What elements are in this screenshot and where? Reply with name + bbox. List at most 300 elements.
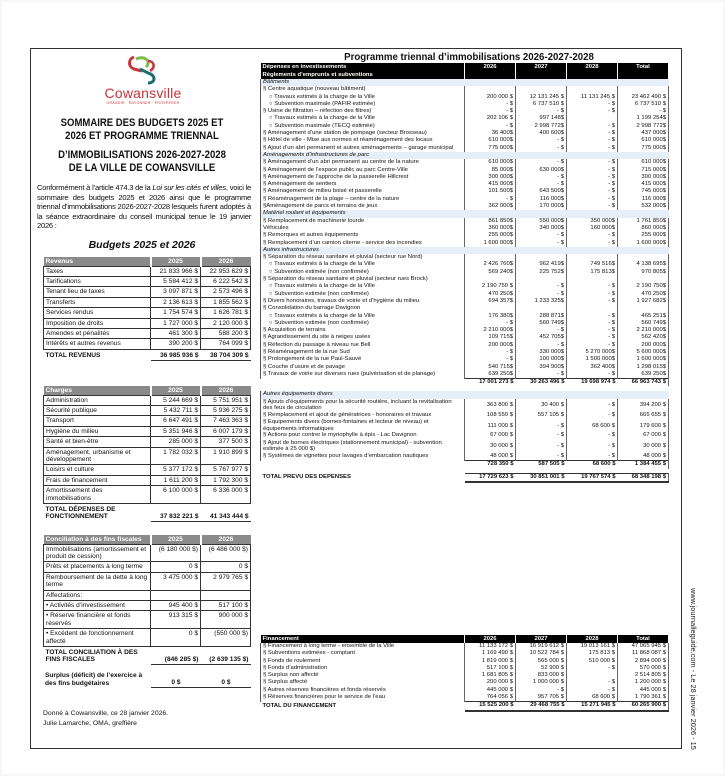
financement-total: 570 000 $ [618, 665, 669, 672]
investment-row [261, 283, 669, 290]
investment-label: § Séparation du réseau sanitaire et pluvial (secteur rue Nord) [261, 254, 465, 261]
investment-label: Véhicules [261, 225, 465, 232]
financement-row [261, 650, 669, 657]
charges-row-2026: 1 910 899 $ [201, 447, 251, 465]
main-title-2 [42, 149, 242, 175]
financement-2028: - $ [567, 679, 618, 686]
conciliation-row-2026: 0 $ [201, 562, 251, 572]
conciliation-row-label: Prêts et placements à long terme [44, 562, 151, 572]
investment-2027: 962 419$ [516, 261, 567, 268]
inv-header-total: Total [618, 63, 669, 71]
investment-row [261, 145, 669, 152]
charges-body [44, 395, 251, 503]
investment-2028: - $ [567, 371, 618, 379]
investment-2026: 540 715$ [465, 364, 516, 371]
investment-total: 1 600 000$ [618, 240, 669, 247]
investment-2028: 175 813$ [567, 269, 618, 276]
investment-total: 470 250$ [618, 291, 669, 298]
financement-2027: 833 000 $ [516, 672, 567, 679]
investment-row [261, 313, 669, 320]
category-row [261, 210, 669, 217]
financement-label: § Financement à long terme - ensemble de la Ville [261, 643, 465, 650]
inv-header-label: Dépenses en investissements [261, 63, 465, 71]
revenus-row-2025: 390 200 $ [151, 339, 201, 349]
charges-row-2026: 5 767 977 $ [201, 465, 251, 475]
conciliation-row-label: Remboursement de la dette à long terme [44, 572, 151, 590]
investment-row [261, 276, 669, 283]
conciliation-row [44, 600, 251, 610]
conciliation-body [44, 544, 251, 646]
investment-2028: - $ [567, 101, 618, 108]
investment-label: § Remorques et autres équipements [261, 232, 465, 239]
intro-part-2: , voici le sommaire des budgets 2025 et 2026 ainsi que le programme triennal d’immobilisations 2026-2027-2028 lesquels furent adoptés à la séance extraordinaire du conseil municipal tenue le 19 janvier 2026 : [37, 183, 252, 231]
revenus-row-2026: 2 573 496 $ [201, 287, 251, 297]
conciliation-row [44, 572, 251, 590]
investment-2027: - $ [516, 419, 567, 432]
inv-subheader-label: Règlements d’emprunts et subventions [261, 71, 465, 79]
charges-header-2025: 2025 [151, 386, 201, 395]
financement-row [261, 658, 669, 665]
charges-row-2026: 5 936 275 $ [201, 405, 251, 415]
investment-label: § Réfection du passage à niveau rue Bell [261, 342, 465, 349]
investment-total: 532 000$ [618, 203, 669, 210]
investment-2026: - $ [465, 349, 516, 356]
logo-emblem-icon [126, 55, 160, 85]
investment-label: § Usine de filtration – réfection des filtres) [261, 108, 465, 115]
investment-2028: - $ [567, 320, 618, 327]
investment-2026: 176 380$ [465, 313, 516, 320]
investment-2027: 997 148$ [516, 115, 567, 122]
investment-2026: 200 000 $ [465, 94, 516, 101]
subtotal-2028: 19 698 974 $ [567, 379, 618, 387]
revenus-row-2025: 2 136 613 $ [151, 297, 201, 307]
financement-label: § Surplus non affecté [261, 672, 465, 679]
investment-total: 30 000 $ [618, 440, 669, 453]
investment-row [261, 174, 669, 181]
conciliation-row [44, 611, 251, 629]
total-financement-row [261, 702, 669, 711]
financement-total: 2 894 000 $ [618, 658, 669, 665]
title-line-2: 2026 ET PROGRAMME TRIENNAL [65, 130, 219, 142]
investment-total: 1 199 254$ [618, 115, 669, 122]
investment-2028: 749 516$ [567, 261, 618, 268]
investment-2028: - $ [567, 181, 618, 188]
revenus-header-label: Revenus [44, 257, 151, 266]
investment-2026: 694 357$ [465, 298, 516, 305]
revenus-row-2025: 1 727 000 $ [151, 318, 201, 328]
inv-subheader-blank [516, 71, 567, 79]
intro-law-name: Loi sur les cités et villes [152, 183, 226, 192]
revenus-row-2025: 1 754 574 $ [151, 308, 201, 318]
investment-label: § Remplacement d’un camion citerne - service des incendies [261, 240, 465, 247]
investment-2028 [567, 254, 618, 261]
category-label: Autres infrastructures [261, 247, 669, 254]
revenus-row [44, 297, 251, 307]
investment-2027: 330 000$ [516, 349, 567, 356]
investment-label: § Prolongement de la rue Paul-Sauvé [261, 356, 465, 363]
conciliation-row-label: Immobilisations (amortissement et produit de cession) [44, 544, 151, 562]
investment-2026: - $ [465, 356, 516, 363]
financement-total: 11 868 087 $ [618, 650, 669, 657]
investment-2027: - $ [516, 283, 567, 290]
investment-2026: 48 000 $ [465, 453, 516, 461]
charges-row-label: Amortissement des immobilisations [44, 486, 151, 504]
conciliation-total-2025: (846 285 $) [151, 646, 201, 664]
revenus-row [44, 287, 251, 297]
investment-total: 560 749$ [618, 320, 669, 327]
investment-2028: - $ [567, 232, 618, 239]
investment-row [261, 218, 669, 225]
investment-2026: 2 190 750 $ [465, 283, 516, 290]
surplus-row [43, 672, 251, 687]
conciliation-row-label: • Réserve financière et fonds réservés [44, 611, 151, 629]
investment-2026: 255 000$ [465, 232, 516, 239]
subtotal-blank [261, 461, 465, 469]
charges-row [44, 395, 251, 405]
total-depenses-row [261, 474, 669, 483]
investment-row [261, 123, 669, 130]
total-financement-2026: 15 525 200 $ [465, 702, 516, 711]
investment-total: 1 927 682$ [618, 298, 669, 305]
investment-total: 48 000 $ [618, 453, 669, 461]
investment-row [261, 94, 669, 101]
conciliation-row-2026: 2 979 765 $ [201, 572, 251, 590]
investment-2026: - $ [465, 320, 516, 327]
investment-row [261, 440, 669, 453]
investment-2026: 360 000$ [465, 225, 516, 232]
investment-label: ○ Subvention maximale (TECQ estimée) [261, 123, 465, 130]
investment-2027: - $ [516, 137, 567, 144]
revenus-row-label: Taxes [44, 266, 151, 276]
investment-2028: 5 270 000$ [567, 349, 618, 356]
investment-total: 255 000$ [618, 232, 669, 239]
investment-label: ○ Subvention estimée (non confirmée) [261, 320, 465, 327]
category-row [261, 391, 669, 398]
charges-row-2025: 6 100 000 $ [151, 486, 201, 504]
investment-2028: - $ [567, 334, 618, 341]
financement-label: § Réserves financières pour le service de l’eau [261, 694, 465, 702]
investment-total [618, 254, 669, 261]
financement-2027: 565 000 $ [516, 658, 567, 665]
investment-2028: 362 400$ [567, 364, 618, 371]
investment-row [261, 291, 669, 298]
investment-2028 [567, 86, 618, 93]
investment-row [261, 305, 669, 312]
conciliation-total-2026: (2 639 135 $) [201, 646, 251, 664]
revenus-row [44, 318, 251, 328]
subtotal-2027: 30 263 496 $ [516, 379, 567, 387]
investment-2027: 643 500$ [516, 188, 567, 195]
investment-row [261, 108, 669, 115]
charges-total-2025: 37 832 221 $ [151, 503, 201, 521]
charges-row-2025: 6 647 491 $ [151, 416, 201, 426]
investment-2026 [465, 305, 516, 312]
investment-2027: - $ [516, 174, 567, 181]
revenus-header [44, 257, 251, 266]
title-line-4: DE LA VILLE DE COWANSVILLE [68, 162, 216, 174]
investment-row [261, 196, 669, 203]
subtotal-2026: 728 350 $ [465, 461, 516, 469]
conciliation-row-label: Affectations: [44, 590, 151, 600]
investment-2026: 569 240$ [465, 269, 516, 276]
investment-label: § Divers honoraires, travaux de voirie et d’hygiène du milieu [261, 298, 465, 305]
investment-2026: 2 426 760$ [465, 261, 516, 268]
financement-2026: 200 000 $ [465, 679, 516, 686]
financement-2028: 19 013 161 $ [567, 643, 618, 650]
investment-2028: - $ [567, 137, 618, 144]
conciliation-row-2025: 913 315 $ [151, 611, 201, 629]
subtotal-2026: 17 001 273 $ [465, 379, 516, 387]
investment-label: § Aménagement d’un abri permanent au centre de la nature [261, 159, 465, 166]
revenus-row-2026: 22 953 629 $ [201, 266, 251, 276]
inv-header-2027: 2027 [516, 63, 567, 71]
conciliation-header-2026: 2026 [201, 535, 251, 544]
investment-row [261, 342, 669, 349]
notice-frame [30, 48, 682, 749]
investment-2026: 362 000$ [465, 203, 516, 210]
investment-label: ○ Subvention estimée (non confirmée) [261, 269, 465, 276]
investment-2026: - $ [465, 123, 516, 130]
investment-row [261, 137, 669, 144]
intro-paragraph [37, 183, 251, 231]
conciliation-row-2026 [201, 590, 251, 600]
total-depenses-2027: 30 851 001 $ [516, 474, 567, 483]
revenus-row-label: Services rendus [44, 308, 151, 318]
investment-total: 415 000$ [618, 181, 669, 188]
conciliation-total-label: TOTAL CONCILIATION À DES FINS FISCALES [45, 648, 138, 664]
conciliation-header-2025: 2025 [151, 535, 201, 544]
charges-row-2025: 1 611 200 $ [151, 475, 201, 485]
investissements-header [261, 63, 669, 71]
revenus-row [44, 339, 251, 349]
programme-title: Programme triennal d’immobilisations 2026-2027-2028 [344, 51, 594, 63]
investment-total: 4 138 695$ [618, 261, 669, 268]
investment-label: § Ajout de bornes électriques (stationnement municipal) - subvention estimée à 25 000 $) [261, 440, 465, 453]
category-row [261, 247, 669, 254]
investment-2027: - $ [516, 432, 567, 439]
investment-label: § Séparation du réseau sanitaire et pluvial (secteur rues Brock) [261, 276, 465, 283]
total-financement-2027: 29 468 755 $ [516, 702, 567, 711]
fin-header-2028: 2028 [567, 635, 618, 643]
investment-total: 665 655 $ [618, 412, 669, 419]
investment-2027 [516, 276, 567, 283]
financement-2027: 957 705 $ [516, 694, 567, 702]
investment-2026: 30 000 $ [465, 440, 516, 453]
investment-label: § Acquisition de terrains [261, 327, 465, 334]
investment-label: § Ajouts d’équipements pour la sécurité routière, incluant la revitalisation des feux de circulation [261, 399, 465, 412]
charges-row [44, 475, 251, 485]
charges-row [44, 405, 251, 415]
charges-row [44, 447, 251, 465]
revenus-total-2026: 38 704 309 $ [201, 349, 251, 360]
financement-total: 1 200 000 $ [618, 679, 669, 686]
investment-label: § Hôtel de ville - Mise aux normes et réaménagement des locaux [261, 137, 465, 144]
investment-total: 562 420$ [618, 334, 669, 341]
investment-2027: 288 871$ [516, 313, 567, 320]
investment-2028: - $ [567, 453, 618, 461]
investment-2026 [465, 254, 516, 261]
charges-row-2025: 285 000 $ [151, 437, 201, 447]
conciliation-total-row [44, 646, 251, 664]
investment-row [261, 101, 669, 108]
investment-label: § Équipements divers (bornes-fontaines et lecteur de niveau) et équipements informatiques [261, 419, 465, 432]
total-financement-total: 60 265 900 $ [618, 702, 669, 711]
investissements-table [260, 63, 669, 483]
investment-2026: - $ [465, 196, 516, 203]
investment-2027: - $ [516, 159, 567, 166]
revenus-row-2026: 764 099 $ [201, 339, 251, 349]
investment-total: - $ [618, 108, 669, 115]
financement-2027: 10 522 784 $ [516, 650, 567, 657]
investment-row [261, 240, 669, 247]
conciliation-row-2026: (550 000 $) [201, 629, 251, 647]
financement-total: 445 000 $ [618, 687, 669, 694]
investment-2026 [465, 86, 516, 93]
revenus-row-2026: 2 120 000 $ [201, 318, 251, 328]
investment-total: 465 251$ [618, 313, 669, 320]
investment-row [261, 188, 669, 195]
charges-table [43, 386, 251, 522]
investment-2027: 400 600$ [516, 130, 567, 137]
investment-2028 [567, 305, 618, 312]
conciliation-row-2025: 0 $ [151, 629, 201, 647]
investment-2028: 11 131 245 $ [567, 94, 618, 101]
investment-total: 1 600 000$ [618, 356, 669, 363]
total-depenses-total: 68 348 198 $ [618, 474, 669, 483]
investment-row [261, 419, 669, 432]
investment-label: § Actions pour contrer le myriophylle à épis - Lac Davignon [261, 432, 465, 439]
investment-total: 639 250$ [618, 371, 669, 379]
revenus-total-2025: 36 985 936 $ [151, 349, 201, 360]
investment-row [261, 203, 669, 210]
investment-2026: 101 500$ [465, 188, 516, 195]
financement-2026: 1 681 805 $ [465, 672, 516, 679]
revenus-row-2026: 588 200 $ [201, 328, 251, 338]
revenus-row-label: Intérêts et autres revenus [44, 339, 151, 349]
conciliation-row-label: • Activités d’investissement [44, 600, 151, 610]
conciliation-row-2025: 3 475 000 $ [151, 572, 201, 590]
charges-row-label: Loisirs et culture [44, 465, 151, 475]
investment-total: 610 000$ [618, 159, 669, 166]
investment-row [261, 159, 669, 166]
financement-2026: 1 169 490 $ [465, 650, 516, 657]
financement-label: § Fonds de roulement [261, 658, 465, 665]
investment-label: § Aménagement d’une station de pompage (secteur Brosseau) [261, 130, 465, 137]
investment-2027: 100 000$ [516, 356, 567, 363]
charges-row-label: Santé et bien-être [44, 437, 151, 447]
financement-2026: 517 100 $ [465, 665, 516, 672]
financement-header [261, 635, 669, 643]
subtotal-blank [261, 379, 465, 387]
logo-name: Cowansville [104, 85, 182, 101]
investment-2028: - $ [567, 298, 618, 305]
investment-total [618, 276, 669, 283]
investment-label: §Aménagement de parcs et terrains de jeux [261, 203, 465, 210]
revenus-header-2026: 2026 [201, 257, 251, 266]
investment-2027: 2 998 772$ [516, 123, 567, 130]
title-line-1: SOMMAIRE DES BUDGETS 2025 ET [60, 117, 224, 129]
investment-label: § Aménagement de l’approche de la passerelle Hillcrest [261, 174, 465, 181]
investment-2027: 560 749$ [516, 320, 567, 327]
investment-2027: - $ [516, 371, 567, 379]
investment-row [261, 167, 669, 174]
investment-2028: - $ [567, 196, 618, 203]
investment-row [261, 232, 669, 239]
charges-row-2025: 5 244 669 $ [151, 395, 201, 405]
investment-2027: 6 737 510 $ [516, 101, 567, 108]
investment-2028: - $ [567, 130, 618, 137]
inv-subheader-blank [465, 71, 516, 79]
financement-2026: 1 819 000 $ [465, 658, 516, 665]
financement-label: § Subventions estimées - comptant [261, 650, 465, 657]
investment-total: 745 000$ [618, 188, 669, 195]
page [2, 2, 723, 774]
investment-total: 179 600 $ [618, 419, 669, 432]
investment-2027 [516, 305, 567, 312]
investment-row [261, 453, 669, 461]
investment-total: 23 462 490 $ [618, 94, 669, 101]
investment-2026: 610 000$ [465, 159, 516, 166]
investissements-subheader [261, 71, 669, 79]
surplus-label: Surplus (déficit) de l’exercice à des fins budgétaires [45, 672, 143, 687]
investment-2028: - $ [567, 123, 618, 130]
revenus-row-label: Tenant lieu de taxes [44, 287, 151, 297]
total-financement-label: TOTAL DU FINANCEMENT [262, 702, 337, 709]
revenus-row [44, 328, 251, 338]
financement-2028: 175 813 $ [567, 650, 618, 657]
fin-header-2027: 2027 [516, 635, 567, 643]
revenus-body [44, 266, 251, 349]
investment-label: § Aménagement de milieu boisé et passerelle [261, 188, 465, 195]
investment-row [261, 334, 669, 341]
investment-total [618, 86, 669, 93]
inv-header-2026: 2026 [465, 63, 516, 71]
revenus-header-2025: 2025 [151, 257, 201, 266]
financement-2026: 764 056 $ [465, 694, 516, 702]
investment-row [261, 320, 669, 327]
charges-row-label: Aménagement, urbanisme et développement [44, 447, 151, 465]
investment-total: 2 210 000$ [618, 327, 669, 334]
financement-2026: 11 133 172 $ [465, 643, 516, 650]
investment-2027 [516, 254, 567, 261]
conciliation-row-2025: 945 400 $ [151, 600, 201, 610]
investment-total [618, 305, 669, 312]
investment-label: ○ Subvention estimée (non confirmée) [261, 291, 465, 298]
financement-2027: 52 900 $ [516, 665, 567, 672]
subtotal-total: 66 963 743 $ [618, 379, 669, 387]
investment-total: 116 000$ [618, 196, 669, 203]
conciliation-row-2025: 0 $ [151, 562, 201, 572]
fin-header-2026: 2026 [465, 635, 516, 643]
investment-2026: - $ [465, 108, 516, 115]
investment-2026: 85 000$ [465, 167, 516, 174]
revenus-row-2025: 5 584 412 $ [151, 276, 201, 286]
logo-tagline: GRANDIR · RAYONNER · PROSPÉRER [106, 101, 180, 105]
investment-total: 5 600 000$ [618, 349, 669, 356]
charges-row-label: Hygiène du milieu [44, 426, 151, 436]
investment-label: § Systèmes de vignettes pour lavages d’embarcation nautiques [261, 453, 465, 461]
charges-row [44, 426, 251, 436]
investment-row [261, 399, 669, 412]
investment-2028: 1 500 000$ [567, 356, 618, 363]
charges-row-2026: 377 500 $ [201, 437, 251, 447]
publication-footer: www.journalleguide.com - Le 28 janvier 2026 - 15 [689, 588, 698, 750]
investment-2028: - $ [567, 399, 618, 412]
signature-block [43, 709, 168, 730]
investment-label: ○ Travaux estimés à la charge de la Ville [261, 283, 465, 290]
investment-total: 200 000$ [618, 342, 669, 349]
charges-total-2026: 41 343 444 $ [201, 503, 251, 521]
